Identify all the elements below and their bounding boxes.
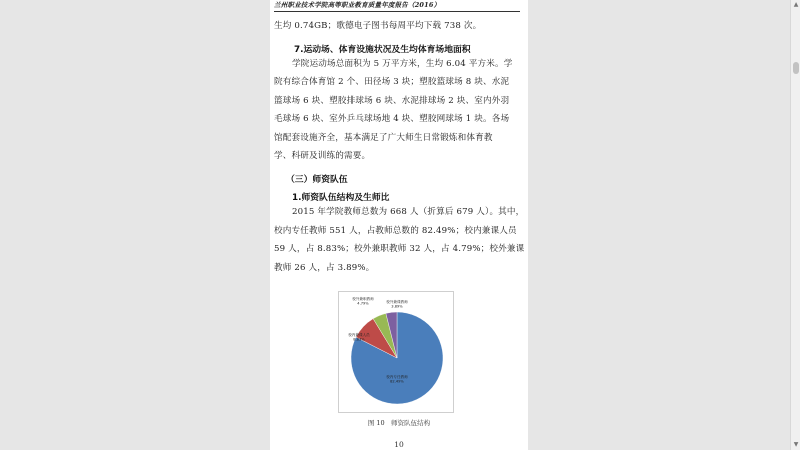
pie-slice-label: 校外兼职教师: [352, 297, 374, 301]
pie-slice-label: 校内专任教师: [386, 375, 408, 379]
paragraph-line: 院有综合体育馆 2 个、田径场 3 块；塑胶篮球场 8 块、水泥: [274, 77, 510, 87]
paragraph-line: 学院运动场总面积为 5 万平方米，生均 6.04 平方米。学: [292, 59, 513, 69]
paragraph-line: 毛球场 6 块、室外乒乓球场地 4 块、塑胶网球场 1 块。各场: [274, 114, 510, 124]
pie-slice-percent: 3.89%: [391, 304, 403, 309]
paragraph-line: 学、科研及训练的需要。: [274, 151, 371, 161]
paragraph-line: 校内专任教师 551 人，占教师总数的 82.49%；校内兼课人员: [274, 226, 517, 236]
paragraph-line: 篮球场 6 块、塑胶排球场 6 块、水泥排球场 2 块、室内外羽: [274, 96, 510, 106]
paragraph-line: 馆配套设施齐全，基本满足了广大师生日常锻炼和体育教: [274, 133, 493, 143]
pie-chart: [339, 292, 455, 414]
section-3-heading: （三）师资队伍: [286, 175, 348, 185]
pie-slice-label: 校外兼课教师: [386, 300, 408, 304]
pie-slice-percent: 8.83%: [353, 337, 365, 342]
scroll-up-icon[interactable]: ▲: [793, 1, 799, 8]
document-page: [270, 0, 528, 450]
pie-chart-figure: [338, 291, 454, 413]
paragraph-line: 2015 年学院教师总数为 668 人（折算后 679 人）。其中，: [292, 207, 525, 217]
paragraph-line: 59 人，占 8.83%；校外兼职教师 32 人，占 4.79%；校外兼课: [274, 244, 525, 254]
scroll-down-icon[interactable]: ▼: [793, 441, 799, 448]
subsection-heading: 1.师资队伍结构及生师比: [292, 193, 390, 203]
pie-slice-percent: 82.49%: [390, 379, 404, 384]
pie-slice-label: 校内兼课人员: [348, 333, 370, 337]
section-7-heading: 7.运动场、体育设施状况及生均体育场地面积: [294, 45, 471, 55]
pie-slice-percent: 4.79%: [357, 301, 369, 306]
vertical-scrollbar[interactable]: [790, 0, 800, 450]
figure-caption: 图 10 师资队伍结构: [367, 419, 431, 427]
page-number: 10: [394, 440, 404, 449]
paragraph-line: 生均 0.74GB；歌德电子图书每周平均下载 738 次。: [274, 21, 482, 31]
running-header: 兰州职业技术学院高等职业教育质量年度报告（2016）: [274, 0, 520, 12]
paragraph-line: 教师 26 人，占 3.89%。: [274, 263, 375, 273]
scroll-thumb[interactable]: [793, 62, 799, 74]
